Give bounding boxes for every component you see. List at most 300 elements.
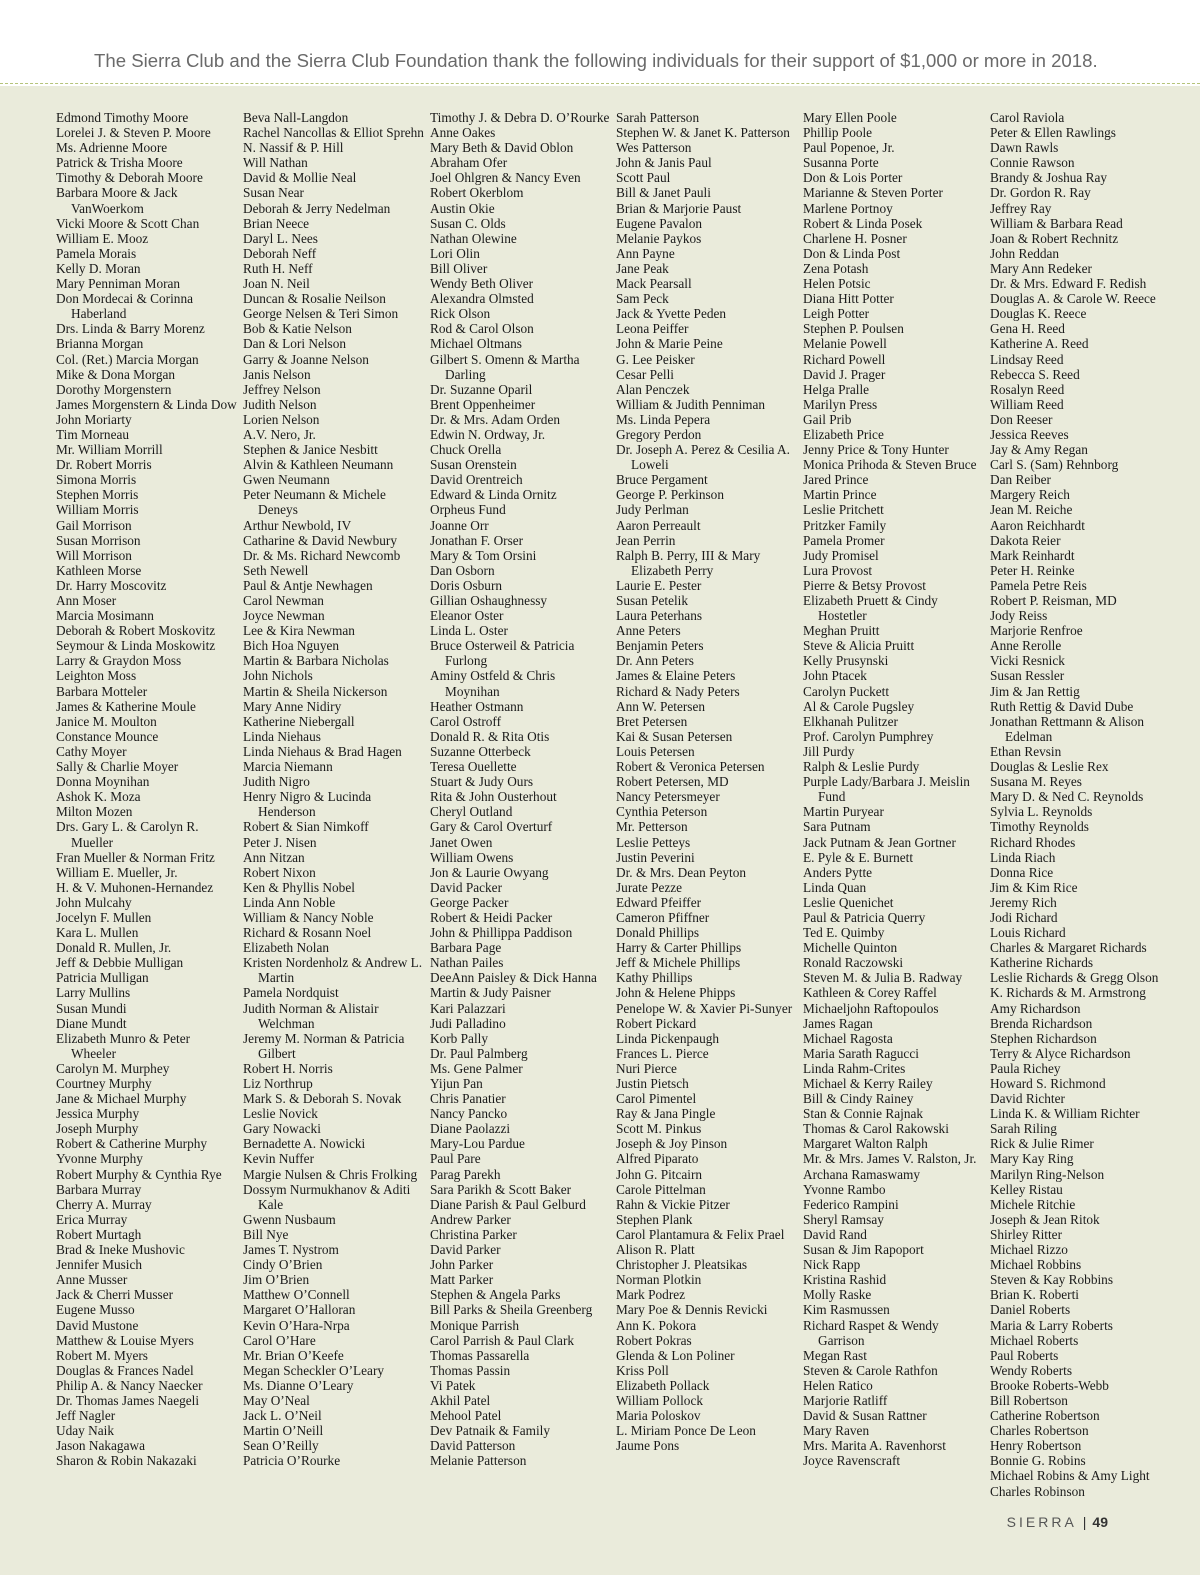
donor-name: Cesar Pelli xyxy=(616,366,674,382)
donor-name: Eleanor Oster xyxy=(430,608,504,624)
donor-name: Matt Parker xyxy=(430,1272,494,1288)
donor-name: Gillian Oshaughnessy xyxy=(430,593,548,608)
donor-name: Michael Robbins xyxy=(990,1257,1082,1273)
donor-name: Patrick & Trisha Moore xyxy=(56,155,183,171)
donor-name: Brandy & Joshua Ray xyxy=(990,170,1108,186)
donor-name: Don Mordecai & Corinna Haberland xyxy=(56,291,194,322)
donor-name: Mr. & Mrs. James V. Ralston, Jr. xyxy=(803,1151,977,1167)
donor-name: Rachel Nancollas & Elliot Sprehn xyxy=(243,125,424,141)
donor-name: Gilbert S. Omenn & Martha Darling xyxy=(430,351,580,382)
donor-name: Dr. Gordon R. Ray xyxy=(990,185,1091,201)
donor-name: Judith Nelson xyxy=(243,396,317,412)
donor-name: Mary D. & Ned C. Reynolds xyxy=(990,789,1144,805)
donor-name: Kevin O’Hara-Nrpa xyxy=(243,1317,350,1333)
donor-name: Dev Patnaik & Family xyxy=(430,1423,551,1439)
donor-name: Bruce Osterweil & Patricia Furlong xyxy=(430,638,575,669)
donor-name: Meghan Pruitt xyxy=(803,623,880,639)
donor-name: David Richter xyxy=(990,1091,1065,1107)
donor-name: Seth Newell xyxy=(243,562,309,578)
donor-name: Larry & Graydon Moss xyxy=(56,653,182,669)
donor-name: Eugene Musso xyxy=(56,1302,135,1318)
donor-name: Abraham Ofer xyxy=(430,155,508,171)
donor-name: Jeff Nagler xyxy=(56,1408,116,1424)
donor-name: Carol Plantamura & Felix Prael xyxy=(616,1226,785,1242)
donor-name: Janis Nelson xyxy=(243,366,311,382)
donor-name: Brooke Roberts-Webb xyxy=(990,1377,1109,1393)
donor-name: Robert M. Myers xyxy=(56,1347,148,1363)
donor-name: John Moriarty xyxy=(56,411,132,427)
donor-name: Douglas & Frances Nadel xyxy=(56,1362,194,1378)
donor-name: Jonathan Rettmann & Alison Edelman xyxy=(990,713,1145,744)
donor-name: Al & Carole Pugsley xyxy=(803,698,915,714)
donor-name: Purple Lady/Barbara J. Meislin Fund xyxy=(803,774,970,805)
donor-name: Ruth Rettig & David Dube xyxy=(990,698,1134,714)
donor-name: Dossym Nurmukhanov & Aditi Kale xyxy=(243,1181,411,1212)
donor-name: Carol Parrish & Paul Clark xyxy=(430,1332,575,1348)
donor-name: Wes Patterson xyxy=(616,140,692,156)
donor-name: Nathan Pailes xyxy=(430,955,504,971)
donor-name: Robert Pokras xyxy=(616,1332,692,1348)
donor-name: James & Elaine Peters xyxy=(616,668,736,684)
donor-name: Deborah & Jerry Nedelman xyxy=(243,200,391,216)
donor-name: Zena Potash xyxy=(803,260,869,276)
donor-name: Mary-Lou Pardue xyxy=(430,1136,525,1152)
donor-name: Jim & Kim Rice xyxy=(990,879,1078,895)
donor-name: Uday Naik xyxy=(56,1423,114,1439)
donor-name: Maria Poloskov xyxy=(616,1408,701,1424)
donor-name: Susan Orenstein xyxy=(430,457,517,473)
donor-name: Kelly Prusynski xyxy=(803,653,889,669)
donor-name: Rick Olson xyxy=(430,306,491,322)
donor-name: Mark Reinhardt xyxy=(990,547,1075,563)
donor-name: Alexandra Olmsted xyxy=(430,291,534,307)
donor-name: Joyce Ravenscraft xyxy=(803,1453,901,1469)
donor-name: Kara L. Mullen xyxy=(56,925,139,941)
donor-name: David & Mollie Neal xyxy=(243,170,357,186)
donor-name: Jenny Price & Tony Hunter xyxy=(803,442,949,458)
donor-name: David J. Prager xyxy=(803,366,886,382)
donor-name: Robert Pickard xyxy=(616,1015,697,1031)
page-header: The Sierra Club and the Sierra Club Foundation thank the following individuals for their support of $1,000 or more in 2018. xyxy=(94,50,1098,71)
donor-name: Robert Murtagh xyxy=(56,1226,142,1242)
donor-name: Mark Podrez xyxy=(616,1287,686,1303)
donor-name: Monica Prihoda & Steven Bruce xyxy=(803,457,977,473)
donor-name: Bill Parks & Sheila Greenberg xyxy=(430,1302,593,1318)
donor-name: Bill Robertson xyxy=(990,1392,1068,1408)
donor-name: Barbara Moore & Jack VanWoerkom xyxy=(56,185,178,216)
donor-name: Sally & Charlie Moyer xyxy=(56,759,179,775)
donor-name: Kim Rasmussen xyxy=(803,1302,890,1318)
donor-name: John Nichols xyxy=(243,668,313,684)
donor-name: Dan & Lori Nelson xyxy=(243,336,347,352)
donor-name: John Mulcahy xyxy=(56,894,132,910)
donor-name: Jeff & Debbie Mulligan xyxy=(56,955,184,971)
donor-name: Tim Morneau xyxy=(56,426,130,442)
donor-name: Marilyn Press xyxy=(803,396,878,412)
donor-name: Rebecca S. Reed xyxy=(990,366,1080,382)
donor-name: George P. Perkinson xyxy=(616,487,724,503)
donor-name: Mark S. & Deborah S. Novak xyxy=(243,1091,402,1107)
donor-name: Donald R. Mullen, Jr. xyxy=(56,940,172,956)
donor-name: Seymour & Linda Moskowitz xyxy=(56,638,216,654)
donor-name: Arthur Newbold, IV xyxy=(243,517,352,533)
donor-name: Peter Neumann & Michele Deneys xyxy=(243,487,386,518)
donor-name: Laurie E. Pester xyxy=(616,577,702,593)
donor-name: William & Judith Penniman xyxy=(616,396,766,412)
donor-name: Judy Perlman xyxy=(616,502,689,518)
donor-name: Susan Petelik xyxy=(616,593,689,608)
donor-name: John & Marie Peine xyxy=(616,336,723,352)
donor-name: Prof. Carolyn Pumphrey xyxy=(803,728,934,744)
donor-name: Linda Niehaus xyxy=(243,728,321,744)
donor-name: G. Lee Peisker xyxy=(616,351,695,367)
donor-name: Jim & Jan Rettig xyxy=(990,683,1080,699)
donor-name: Norman Plotkin xyxy=(616,1272,702,1288)
donor-name: Dr. & Mrs. Edward F. Redish xyxy=(990,276,1147,292)
donor-name: Margie Nulsen & Chris Frolking xyxy=(243,1166,418,1182)
donor-name: Jennifer Musich xyxy=(56,1257,143,1273)
donor-name: Stephen W. & Janet K. Patterson xyxy=(616,125,790,141)
donor-name: Rick & Julie Rimer xyxy=(990,1136,1094,1152)
donor-name: Jason Nakagawa xyxy=(56,1438,145,1454)
donor-name: Yijun Pan xyxy=(430,1076,483,1091)
donor-name: Gena H. Reed xyxy=(990,321,1065,337)
donor-name: Robert & Catherine Murphy xyxy=(56,1136,208,1152)
donor-name: Michelle Quinton xyxy=(803,940,898,956)
donor-name: Harry & Carter Phillips xyxy=(616,940,742,956)
donor-name: Brian Neece xyxy=(243,215,310,231)
donor-name: Doris Osburn xyxy=(430,577,503,593)
donor-name: Jane & Michael Murphy xyxy=(56,1091,187,1107)
donor-name: Rahn & Vickie Pitzer xyxy=(616,1196,730,1212)
donor-name: Jessica Murphy xyxy=(56,1106,140,1122)
donor-name: Connie Rawson xyxy=(990,155,1075,171)
donor-name: Alvin & Kathleen Neumann xyxy=(243,457,394,473)
donor-name: Stephen Richardson xyxy=(990,1030,1097,1046)
donor-name: Simona Morris xyxy=(56,472,137,488)
donor-name: Megan Scheckler O’Leary xyxy=(243,1362,385,1378)
donor-name: Drs. Gary L. & Carolyn R. Mueller xyxy=(56,819,199,850)
donor-name: Marilyn Ring-Nelson xyxy=(990,1166,1105,1182)
donor-name: Sarah Patterson xyxy=(616,110,700,125)
donor-name: David Packer xyxy=(430,879,502,895)
donor-column-6 xyxy=(990,110,1172,1499)
donor-name: Carole Pittelman xyxy=(616,1181,706,1197)
donor-name: Helga Pralle xyxy=(803,381,870,397)
donor-name: Nick Rapp xyxy=(803,1257,861,1273)
donor-name: Alan Penczek xyxy=(616,381,690,397)
donor-name: Archana Ramaswamy xyxy=(803,1166,921,1182)
donor-name: Mr. William Morrill xyxy=(56,442,163,458)
donor-name: Richard & Rosann Noel xyxy=(243,925,372,941)
donor-name: Susan Morrison xyxy=(56,532,141,548)
donor-name: Carol Pimentel xyxy=(616,1091,697,1107)
donor-name: Rosalyn Reed xyxy=(990,381,1065,397)
donor-name: Jody Reiss xyxy=(990,608,1048,624)
donor-name: Scott M. Pinkus xyxy=(616,1121,702,1137)
donor-name: Martin & Sheila Nickerson xyxy=(243,683,388,699)
donor-name: Barbara Murray xyxy=(56,1181,142,1197)
donor-name: L. Miriam Ponce De Leon xyxy=(616,1423,756,1439)
donor-name: Steven M. & Julia B. Radway xyxy=(803,970,963,986)
donor-name: Rod & Carol Olson xyxy=(430,321,534,337)
donor-name: May O’Neal xyxy=(243,1392,310,1408)
donor-name: Matthew & Louise Myers xyxy=(56,1332,194,1348)
donor-name: Milton Mozen xyxy=(56,804,133,820)
donor-name: Eugene Pavalon xyxy=(616,215,703,231)
donor-name: Linda Niehaus & Brad Hagen xyxy=(243,743,402,759)
donor-name: Michael Roberts xyxy=(990,1332,1079,1348)
donor-name: Ken & Phyllis Nobel xyxy=(243,879,355,895)
donor-name: Yvonne Murphy xyxy=(56,1151,143,1167)
donor-name: Susan C. Olds xyxy=(430,215,506,231)
donor-name: Megan Rast xyxy=(803,1347,867,1363)
donor-name: Frances L. Pierce xyxy=(616,1045,709,1061)
donor-name: Linda Pickenpaugh xyxy=(616,1030,720,1046)
donor-name: Gary Nowacki xyxy=(243,1121,321,1137)
donor-name: Paula Richey xyxy=(990,1060,1061,1076)
donor-name: Yvonne Rambo xyxy=(803,1181,886,1197)
donor-name: Pamela Promer xyxy=(803,532,885,548)
donor-name: Thomas & Carol Rakowski xyxy=(803,1121,949,1137)
donor-name: Timothy & Deborah Moore xyxy=(56,170,203,186)
donor-name: Leslie Novick xyxy=(243,1106,318,1122)
donor-name: Leigh Potter xyxy=(803,306,870,322)
donor-name: Mary Ellen Poole xyxy=(803,110,897,125)
donor-name: Orpheus Fund xyxy=(430,502,506,518)
donor-name: Timothy Reynolds xyxy=(990,819,1089,835)
donor-name: Sheryl Ramsay xyxy=(803,1211,884,1227)
donor-name: Elizabeth Price xyxy=(803,426,884,442)
donor-name: Edmond Timothy Moore xyxy=(56,110,189,125)
donor-name: Carl S. (Sam) Rehnborg xyxy=(990,457,1119,473)
donor-name: Mr. Petterson xyxy=(616,819,688,835)
donor-name: George Nelsen & Teri Simon xyxy=(243,306,399,322)
donor-name: Gwenn Nusbaum xyxy=(243,1211,336,1227)
donor-name: Federico Rampini xyxy=(803,1196,899,1212)
donor-name: Martin Prince xyxy=(803,487,877,503)
donor-name: Joseph & Jean Ritok xyxy=(990,1211,1100,1227)
donor-name: Daniel Roberts xyxy=(990,1302,1071,1318)
donor-name: Bill & Janet Pauli xyxy=(616,185,711,201)
donor-name: Bill Oliver xyxy=(430,260,488,276)
donor-name: Stephen & Janice Nesbitt xyxy=(243,442,378,458)
donor-name: Mrs. Marita A. Ravenhorst xyxy=(803,1438,946,1454)
donor-name: Drs. Linda & Barry Morenz xyxy=(56,321,205,337)
donor-name: Jill Purdy xyxy=(803,743,855,759)
donor-name: Bernadette A. Nowicki xyxy=(243,1136,366,1152)
donor-name: Donna Moynihan xyxy=(56,774,150,790)
donor-name: Christina Parker xyxy=(430,1226,517,1242)
donor-name: Anne Oakes xyxy=(430,125,496,141)
donor-name: Leona Peiffer xyxy=(616,321,689,337)
page-number: 49 xyxy=(1092,1514,1108,1530)
donor-name: Brian K. Roberti xyxy=(990,1287,1080,1303)
donor-name: Kari Palazzari xyxy=(430,1000,506,1016)
donor-name: Katherine A. Reed xyxy=(990,336,1089,352)
donor-name: Cathy Moyer xyxy=(56,743,127,759)
donor-name: Brent Oppenheimer xyxy=(430,396,536,412)
donor-name: Philip A. & Nancy Naecker xyxy=(56,1377,203,1393)
donor-name: Pamela Morais xyxy=(56,245,137,261)
donor-name: Thomas Passarella xyxy=(430,1347,530,1363)
donor-name: Robert Petersen, MD xyxy=(616,774,729,790)
donor-name: John Parker xyxy=(430,1257,494,1273)
donor-name: Jon & Laurie Owyang xyxy=(430,864,549,880)
donor-name: James Ragan xyxy=(803,1015,873,1031)
donor-name: Bob & Katie Nelson xyxy=(243,321,352,337)
donor-name: Helen Potsic xyxy=(803,276,871,292)
donor-name: Alison R. Platt xyxy=(616,1242,695,1258)
donor-name: Dan Osborn xyxy=(430,562,495,578)
donor-name: Anders Pytte xyxy=(803,864,873,880)
donor-name: Marjorie Renfroe xyxy=(990,623,1083,639)
donor-name: Paul & Antje Newhagen xyxy=(243,577,373,593)
donor-name: Pamela Nordquist xyxy=(243,985,339,1001)
donor-name: Wendy Roberts xyxy=(990,1362,1073,1378)
donor-name: Linda L. Oster xyxy=(430,623,508,639)
donor-name: Cheryl Outland xyxy=(430,804,513,820)
donor-column-4 xyxy=(616,110,798,1453)
donor-name: Susan & Jim Rapoport xyxy=(803,1242,924,1258)
donor-name: Kristen Nordenholz & Andrew L. Martin xyxy=(243,955,423,986)
donor-name: Linda Riach xyxy=(990,849,1056,865)
donor-name: Jack L. O’Neil xyxy=(243,1408,322,1424)
donor-name: Deborah & Robert Moskovitz xyxy=(56,623,216,639)
donor-name: Dr. Suzanne Oparil xyxy=(430,381,533,397)
donor-name: Dan Reiber xyxy=(990,472,1051,488)
donor-name: Steve & Alicia Pruitt xyxy=(803,638,915,654)
donor-name: Carolyn M. Murphey xyxy=(56,1060,170,1076)
donor-name: Mary Anne Nidiry xyxy=(243,698,342,714)
donor-name: Donald Phillips xyxy=(616,925,700,941)
donor-name: Mary Kay Ring xyxy=(990,1151,1074,1167)
donor-name: Sara Putnam xyxy=(803,819,871,835)
donor-name: Jaume Pons xyxy=(616,1438,680,1454)
donor-name: Duncan & Rosalie Neilson xyxy=(243,291,386,307)
donor-name: Paul Popenoe, Jr. xyxy=(803,140,895,156)
donor-name: Ethan Revsin xyxy=(990,743,1062,759)
donor-name: K. Richards & M. Armstrong xyxy=(990,985,1146,1001)
donor-name: Akhil Patel xyxy=(430,1392,491,1408)
donor-name: Stephen Morris xyxy=(56,487,139,503)
donor-name: Catharine & David Newbury xyxy=(243,532,397,548)
donor-name: Anne Musser xyxy=(56,1272,128,1288)
donor-name: Judith Norman & Alistair Welchman xyxy=(243,1000,379,1031)
donor-name: John & Janis Paul xyxy=(616,155,712,171)
donor-name: Ann Moser xyxy=(56,593,117,608)
donor-name: Erica Murray xyxy=(56,1211,128,1227)
donor-name: Sarah Riling xyxy=(990,1121,1057,1137)
donor-name: E. Pyle & E. Burnett xyxy=(803,849,914,865)
donor-name: Michael Rizzo xyxy=(990,1242,1068,1258)
donor-name: Bill & Cindy Rainey xyxy=(803,1091,914,1107)
donor-name: Gregory Perdon xyxy=(616,426,702,442)
donor-name: William Reed xyxy=(990,396,1064,412)
donor-name: Edward & Linda Ornitz xyxy=(430,487,557,503)
donor-name: Dawn Rawls xyxy=(990,140,1059,156)
donor-name: Dr. Paul Palmberg xyxy=(430,1045,528,1061)
donor-name: Marcia Niemann xyxy=(243,759,333,775)
donor-name: Daryl L. Nees xyxy=(243,230,318,246)
donor-name: David Orentreich xyxy=(430,472,523,488)
donor-name: Aaron Reichhardt xyxy=(990,517,1085,533)
donor-name: Don & Lois Porter xyxy=(803,170,903,186)
donor-name: Nathan Olewine xyxy=(430,230,517,246)
donor-name: Henry Robertson xyxy=(990,1438,1082,1454)
donor-name: Jodi Richard xyxy=(990,909,1058,925)
donor-name: Courtney Murphy xyxy=(56,1076,152,1091)
donor-name: Charles Robertson xyxy=(990,1423,1089,1439)
donor-name: Ann Payne xyxy=(616,245,675,261)
donor-name: Rita & John Ousterhout xyxy=(430,789,557,805)
donor-name: Jean Perrin xyxy=(616,532,676,548)
donor-name: Joseph Murphy xyxy=(56,1121,139,1137)
donor-name: Jared Prince xyxy=(803,472,869,488)
donor-name: Amy Richardson xyxy=(990,1000,1081,1016)
donor-name: David Rand xyxy=(803,1226,867,1242)
donor-name: Janet Owen xyxy=(430,834,493,850)
donor-name: Gail Prib xyxy=(803,411,852,427)
dashed-divider xyxy=(0,83,1200,84)
donor-name: Martin & Judy Paisner xyxy=(430,985,551,1001)
donor-name: Mr. Brian O’Keefe xyxy=(243,1347,344,1363)
donor-name: Shirley Ritter xyxy=(990,1226,1063,1242)
donor-name: Jurate Pezze xyxy=(616,879,683,895)
donor-name: Ruth H. Neff xyxy=(243,260,313,276)
donor-name: Richard Rhodes xyxy=(990,834,1076,850)
donor-name: Leighton Moss xyxy=(56,668,137,684)
donor-name: Will Nathan xyxy=(243,155,308,171)
header-band xyxy=(0,0,1200,86)
donor-name: Mehool Patel xyxy=(430,1408,502,1424)
donor-name: Dorothy Morgenstern xyxy=(56,381,172,397)
donor-name: Linda K. & William Richter xyxy=(990,1106,1140,1122)
donor-name: Katherine Richards xyxy=(990,955,1094,971)
donor-name: Col. (Ret.) Marcia Morgan xyxy=(56,351,199,367)
donor-name: Austin Okie xyxy=(430,200,495,216)
donor-name: Michael Robins & Amy Light xyxy=(990,1468,1150,1484)
donor-name: Mary & Tom Orsini xyxy=(430,547,537,563)
donor-name: Bonnie G. Robins xyxy=(990,1453,1086,1469)
donor-name: Mary Poe & Dennis Revicki xyxy=(616,1302,768,1318)
donor-name: Jeffrey Nelson xyxy=(243,381,321,397)
donor-name: Henry Nigro & Lucinda Henderson xyxy=(243,789,372,820)
donor-name: John G. Pitcairn xyxy=(616,1166,703,1182)
donor-name: William & Barbara Read xyxy=(990,215,1123,231)
donor-name: Penelope W. & Xavier Pi-Sunyer xyxy=(616,1000,793,1016)
donor-name: Dr. Ann Peters xyxy=(616,653,694,669)
donor-name: Peter J. Nisen xyxy=(243,834,317,850)
donor-name: Robert & Linda Posek xyxy=(803,215,923,231)
donor-name: William Owens xyxy=(430,849,514,865)
donor-name: Susan Ressler xyxy=(990,668,1065,684)
donor-name: Larry Mullins xyxy=(56,985,131,1001)
donor-name: William Pollock xyxy=(616,1392,703,1408)
donor-name: John Ptacek xyxy=(803,668,867,684)
donor-name: Ann K. Pokora xyxy=(616,1317,697,1333)
donor-name: Stephen & Angela Parks xyxy=(430,1287,561,1303)
donor-name: Dakota Reier xyxy=(990,532,1061,548)
donor-name: Sara Parikh & Scott Baker xyxy=(430,1181,572,1197)
donor-name: Susana M. Reyes xyxy=(990,774,1082,790)
donor-name: Mary Penniman Moran xyxy=(56,276,181,292)
donor-name: Robert & Sian Nimkoff xyxy=(243,819,369,835)
donor-name: Vi Patek xyxy=(430,1377,476,1393)
donor-column-1 xyxy=(56,110,238,1468)
donor-name: Stephen P. Poulsen xyxy=(803,321,904,337)
donor-column-2 xyxy=(243,110,425,1468)
